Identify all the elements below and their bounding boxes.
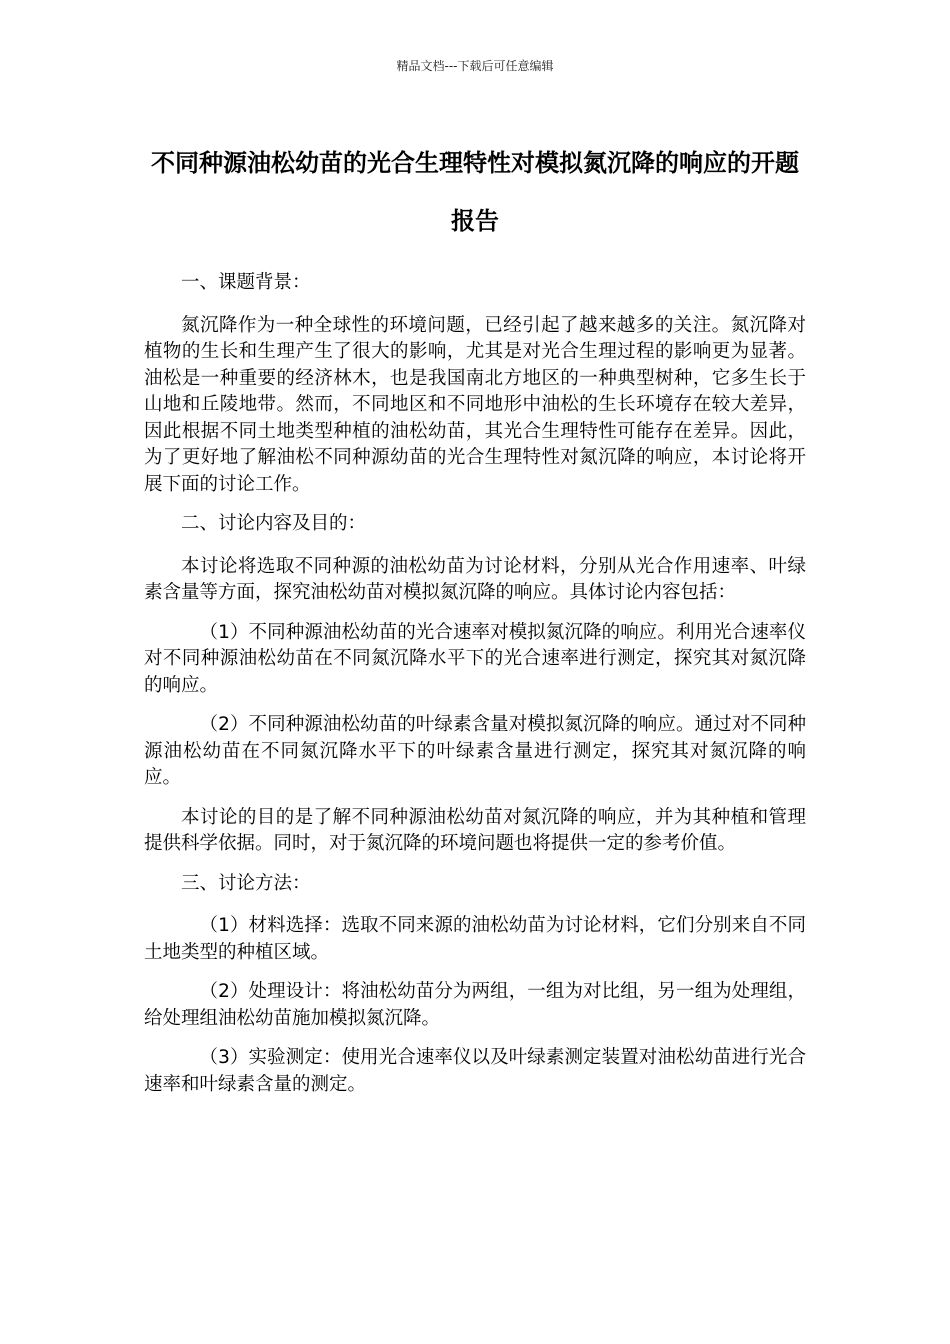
- list-item-content-2: （2）不同种源油松幼苗的叶绿素含量对模拟氮沉降的响应。通过对不同种源油松幼苗在不同氮沉降水平下的叶绿素含量进行测定，探究其对氮沉降的响应。: [144, 714, 806, 788]
- paragraph-content-purpose: 本讨论的目的是了解不同种源油松幼苗对氮沉降的响应，并为其种植和管理提供科学依据。同时，对于氮沉降的环境问题也将提供一定的参考价值。: [144, 806, 806, 854]
- paragraph-background: 氮沉降作为一种全球性的环境问题，已经引起了越来越多的关注。氮沉降对植物的生长和生理产生了很大的影响，尤其是对光合生理过程的影响更为显著。油松是一种重要的经济林木，也是我国南北方地区的一种典型树种，它多生长于山地和丘陵地带。然而，不同地区和不同地形中油松的生长环境存在较大差异，因此根据不同土地类型种植的油松幼苗，其光合生理特性可能存在差异。因此，为了更好地了解油松不同种源幼苗的光合生理特性对氮沉降的响应，本讨论将开展下面的讨论工作。: [144, 314, 806, 495]
- document-title: 不同种源油松幼苗的光合生理特性对模拟氮沉降的响应的开题报告: [151, 149, 799, 235]
- list-item-method-1: （1）材料选择：选取不同来源的油松幼苗为讨论材料，它们分别来自不同土地类型的种植区域。: [144, 915, 806, 963]
- section-heading-method: 三、讨论方法：: [181, 872, 311, 894]
- paragraph-content-intro: 本讨论将选取不同种源的油松幼苗为讨论材料，分别从光合作用速率、叶绿素含量等方面，探究油松幼苗对模拟氮沉降的响应。具体讨论内容包括：: [144, 555, 806, 603]
- document-body: [144, 270, 806, 1111]
- list-item-method-2: （2）处理设计：将油松幼苗分为两组，一组为对比组，另一组为处理组，给处理组油松幼苗施加模拟氮沉降。: [144, 981, 806, 1029]
- section-heading-background: 一、课题背景：: [181, 272, 311, 293]
- list-item-method-3: （3）实验测定：使用光合速率仪以及叶绿素测定装置对油松幼苗进行光合速率和叶绿素含量的测定。: [144, 1047, 806, 1095]
- section-heading-content: 二、讨论内容及目的：: [181, 513, 367, 534]
- list-item-content-1: （1）不同种源油松幼苗的光合速率对模拟氮沉降的响应。利用光合速率仪对不同种源油松幼苗在不同氮沉降水平下的光合速率进行测定，探究其对氮沉降的响应。: [144, 621, 806, 696]
- header-note: 精品文档---下载后可任意编辑: [396, 59, 554, 73]
